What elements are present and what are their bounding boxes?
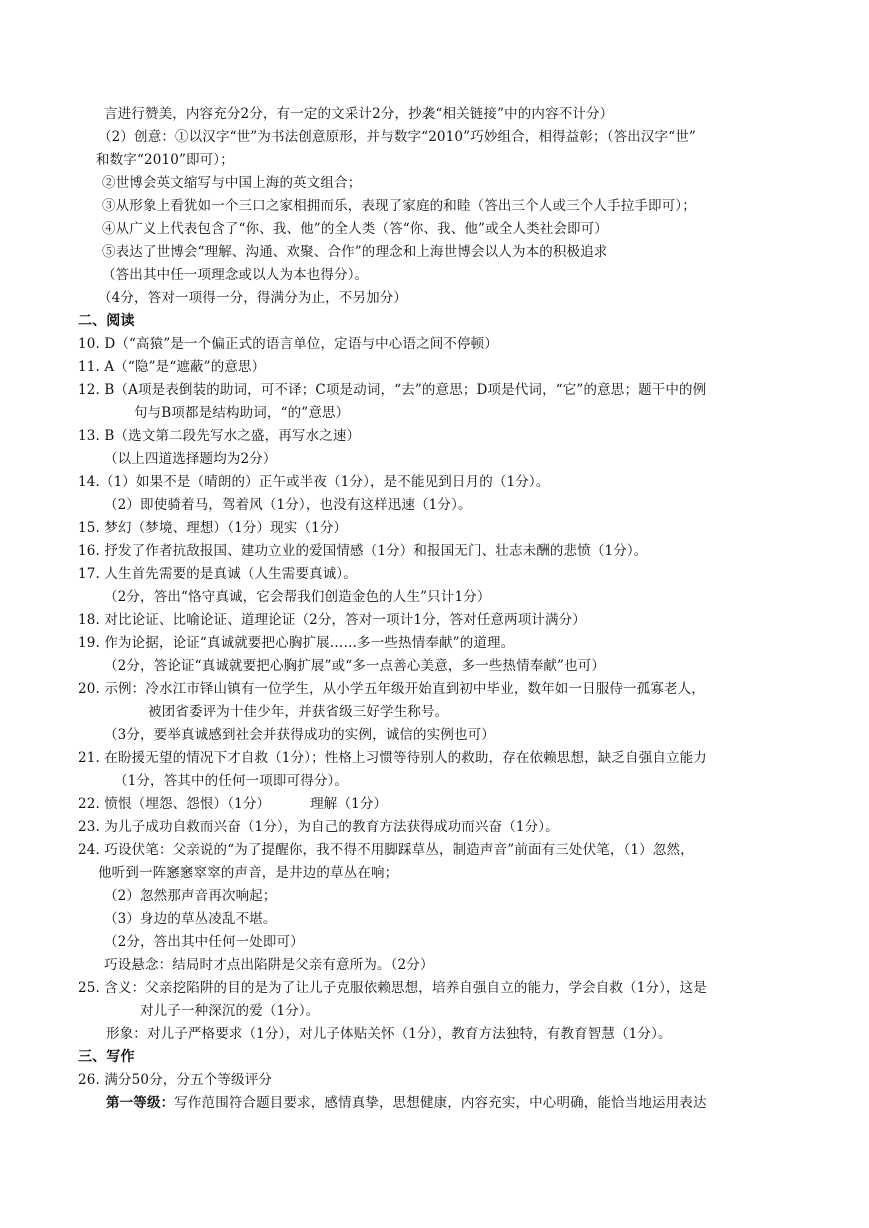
text-line: ④从广义上代表包含了“你、我、他”的全人类（答“你、我、他”或全人类社会即可） [102, 221, 608, 237]
text-line: 和数字“2010”即可）； [96, 152, 234, 168]
answer-item: 11. A（“隐”是“遮蔽”的意思） [78, 359, 266, 375]
text-line: 对儿子一种深沉的爱（1分）。 [140, 1003, 320, 1019]
text-line: （4分，答对一项得一分，得满分为止，不另加分） [98, 290, 408, 306]
answer-item: 14.（1）如果不是（晴朗的）正午或半夜（1分），是不能见到日月的（1分）。 [78, 474, 550, 490]
text-line [106, 1092, 869, 1114]
text-line: 巧设悬念：结局时才点出陷阱是父亲有意所为。（2分） [104, 957, 434, 973]
answer-item: 18. 对比论证、比喻论证、道理论证（2分，答对一项计1分，答对任意两项计满分） [78, 612, 586, 628]
answer-item: 19. 作为论据，论证“真诚就要把心胸扩展……多一些热情奉献”的道理。 [78, 635, 515, 651]
answer-part: 22. 愤恨（埋怨、怨恨）（1分） [78, 796, 271, 812]
answer-item: 20. 示例：冷水江市铎山镇有一位学生，从小学五年级开始直到初中毕业，数年如一日服侍一孤寡老人， [78, 681, 705, 697]
grade-level-text: 写作范围符合题目要求，感情真挚，思想健康，内容充实，中心明确，能恰当地运用表达 [174, 1095, 707, 1111]
answer-item: 16. 抒发了作者抗敌报国、建功立业的爱国情感（1分）和报国无门、壮志未酬的悲愤（1分）。 [78, 543, 648, 559]
text-line: 言进行赞美，内容充分2分，有一定的文采计2分，抄袭“相关链接”中的内容不计分） [104, 106, 614, 122]
text-line: 被团省委评为十佳少年，并获省级三好学生称号。 [148, 704, 449, 720]
answer-item [78, 793, 869, 815]
text-line: 形象：对儿子严格要求（1分），对儿子体贴关怀（1分），教育方法独特，有教育智慧（1分）。 [106, 1026, 672, 1042]
answer-item: 10. D（“高猿”是一个偏正式的语言单位，定语与中心语之间不停顿） [78, 336, 498, 352]
text-line: ②世博会英文缩写与中国上海的英文组合； [102, 175, 362, 191]
text-line: （以上四道选择题均为2分） [104, 451, 277, 467]
text-line: ③从形象上看犹如一个三口之家相拥而乐，表现了家庭的和睦（答出三个人或三个人手拉手即可）； [102, 198, 696, 214]
text-line: （答出其中任一项理念或以人为本也得分）。 [102, 267, 369, 283]
text-line: （2分，答出其中任何一处即可） [104, 934, 304, 950]
answer-item: 21. 在盼援无望的情况下才自救（1分）；性格上习惯等待别人的救助，存在依赖思想，缺乏自强自立能力 [78, 750, 707, 766]
answer-item: 25. 含义：父亲挖陷阱的目的是为了让儿子克服依赖思想，培养自强自立的能力，学会自救（1分），这是 [78, 980, 707, 996]
section-heading-reading: 二、阅读 [78, 313, 135, 329]
text-line: （2）即使骑着马，驾着风（1分），也没有这样迅速（1分）。 [104, 497, 472, 513]
answer-item: 13. B（选文第二段先写水之盛，再写水之速） [78, 428, 361, 444]
text-line: （2分，答论证“真诚就要把心胸扩展”或“多一点善心美意，多一些热情奉献”也可） [104, 658, 606, 674]
answer-item: 17. 人生首先需要的是真诚（人生需要真诚）。 [78, 566, 357, 582]
text-line: （1分，答其中的任何一项即可得分）。 [114, 773, 349, 789]
text-line: 他听到一阵窸窸窣窣的声音，是井边的草丛在响； [98, 865, 399, 881]
text-line: （2）忽然那声音再次响起； [104, 888, 277, 904]
answer-item: 23. 为儿子成功自救而兴奋（1分），为自己的教育方法获得成功而兴奋（1分）。 [78, 819, 559, 835]
text-line: ⑤表达了世博会“理解、沟通、欢聚、合作”的理念和上海世博会以人为本的积极追求 [102, 244, 608, 260]
answer-item: 12. B（A项是表倒装的助词，可不译；C项是动词，“去”的意思；D项是代词，“它”的意思；题干中的例 [78, 382, 707, 398]
section-heading-writing: 三、写作 [78, 1049, 135, 1065]
text-line: （2分，答出“恪守真诚，它会帮我们创造金色的人生”只计1分） [104, 589, 491, 605]
grade-level-label: 第一等级： [106, 1095, 175, 1111]
answer-item: 15. 梦幻（梦境、理想）（1分）现实（1分） [78, 520, 348, 536]
answer-item: 24. 巧设伏笔：父亲说的“为了提醒你，我不得不用脚踩草丛，制造声音”前面有三处伏笔，（1）忽然， [78, 842, 694, 858]
text-line: 句与B项都是结构助词，“的”意思） [134, 405, 350, 421]
answer-part: 理解（1分） [310, 796, 388, 812]
text-line: （3）身边的草丛凌乱不堪。 [104, 911, 277, 927]
answer-item: 26. 满分50分，分五个等级评分 [78, 1072, 272, 1088]
text-line: （3分，要举真诚感到社会并获得成功的实例，诚信的实例也可） [104, 727, 495, 743]
text-line: （2）创意：①以汉字“世”为书法创意原形，并与数字“2010”巧妙组合，相得益彰；（答出汉字“世” [98, 129, 696, 145]
